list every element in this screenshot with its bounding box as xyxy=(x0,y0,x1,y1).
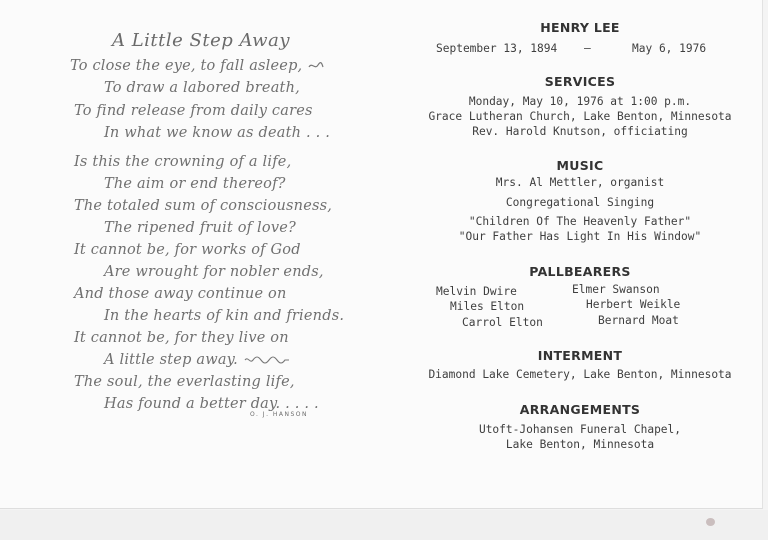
deceased-name: HENRY LEE xyxy=(540,20,620,35)
page-bottom-strip xyxy=(0,510,768,540)
poem-line: A little step away. xyxy=(104,352,290,368)
hymn-title: "Our Father Has Light In His Window" xyxy=(458,230,702,243)
pallbearer-name: Elmer Swanson xyxy=(572,283,660,296)
pallbearer-name: Miles Elton xyxy=(450,300,525,313)
pallbearer-name: Herbert Weikle xyxy=(586,298,681,311)
poem-line: The totaled sum of consciousness, xyxy=(74,198,333,214)
hymn-title: "Children Of The Heavenly Father" xyxy=(468,215,692,228)
date-separator: — xyxy=(584,42,591,55)
congregational-singing: Congregational Singing xyxy=(505,196,655,209)
poem-line: In the hearts of kin and friends. xyxy=(104,308,345,324)
poem-line: To draw a labored breath, xyxy=(104,80,300,96)
pallbearer-name: Melvin Dwire xyxy=(436,285,517,298)
arrangements-heading: ARRANGEMENTS xyxy=(519,402,641,417)
pallbearer-name: Carrol Elton xyxy=(462,316,543,329)
interment-heading: INTERMENT xyxy=(537,348,623,363)
interment-place: Diamond Lake Cemetery, Lake Benton, Minnesota xyxy=(428,368,732,381)
paper-speck xyxy=(706,518,715,526)
death-date: May 6, 1976 xyxy=(632,42,707,55)
birth-date: September 13, 1894 xyxy=(436,42,558,55)
flourish-ornament xyxy=(244,356,290,364)
arrangements-line: Lake Benton, Minnesota xyxy=(505,438,655,451)
poem-line: Is this the crowning of a life, xyxy=(74,154,292,170)
pallbearer-name: Bernard Moat xyxy=(598,314,679,327)
poem-line: And those away continue on xyxy=(74,286,287,302)
pallbearers-heading: PALLBEARERS xyxy=(529,264,631,279)
poem-line: The aim or end thereof? xyxy=(104,176,286,192)
poem-line: It cannot be, for they live on xyxy=(74,330,289,346)
services-line: Monday, May 10, 1976 at 1:00 p.m. xyxy=(468,95,692,108)
poem-line: In what we know as death . . . xyxy=(104,125,331,141)
services-line: Grace Lutheran Church, Lake Benton, Minnesota xyxy=(428,110,732,123)
poem-line: To find release from daily cares xyxy=(74,103,313,119)
poem-line: To close the eye, to fall asleep, xyxy=(70,58,324,74)
poem-author: O. J. HANSON xyxy=(250,411,309,418)
services-heading: SERVICES xyxy=(544,74,616,89)
arrangements-line: Utoft-Johansen Funeral Chapel, xyxy=(478,423,682,436)
poem-line: The soul, the everlasting life, xyxy=(74,374,295,390)
organist: Mrs. Al Mettler, organist xyxy=(495,176,665,189)
poem-line: Are wrought for nobler ends, xyxy=(104,264,324,280)
flourish-ornament xyxy=(308,62,324,70)
services-line: Rev. Harold Knutson, officiating xyxy=(472,125,688,138)
music-heading: MUSIC xyxy=(556,158,604,173)
poem-title: A Little Step Away xyxy=(112,30,290,51)
poem-line: Has found a better day. . . . . xyxy=(104,396,319,412)
poem-line: It cannot be, for works of God xyxy=(74,242,301,258)
poem-line: The ripened fruit of love? xyxy=(104,220,296,236)
